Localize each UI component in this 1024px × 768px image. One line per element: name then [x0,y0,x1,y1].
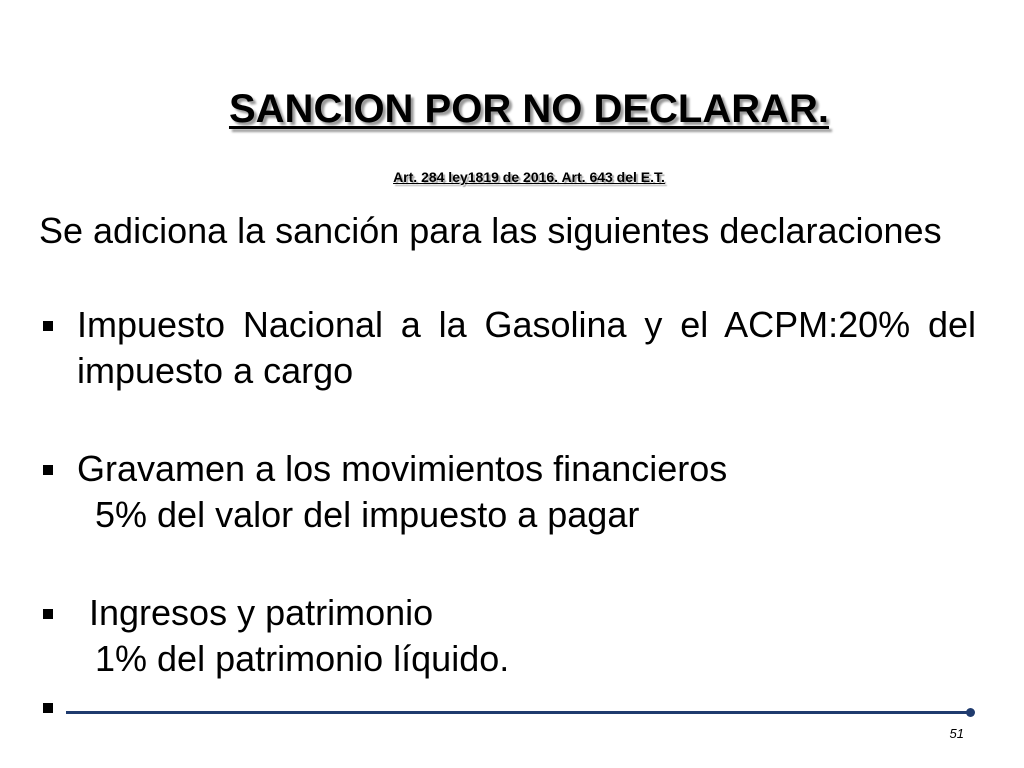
bullet-item [39,302,976,394]
bullet-item [39,590,976,682]
intro-text: Se adiciona la sanción para las siguientes declaraciones [39,210,942,251]
slide-subtitle: Art. 284 ley1819 de 2016. Art. 643 del E.T. [393,169,665,185]
footer-divider-dot [966,708,975,717]
bullet-detail: 1% del patrimonio líquido. [95,638,510,679]
square-bullet-icon [43,609,53,619]
bullet-text: Impuesto Nacional a la Gasolina y el ACPM:20% del impuesto a cargo [77,304,976,391]
bullet-detail: 5% del valor del impuesto a pagar [95,494,640,535]
bullet-item [39,446,976,538]
bullet-text: Gravamen a los movimientos financieros [77,448,728,489]
bullet-text: Ingresos y patrimonio [89,592,434,633]
square-bullet-icon [43,465,53,475]
square-bullet-icon [43,703,53,713]
square-bullet-icon [43,321,53,331]
page-number: 51 [949,726,964,741]
slide-title: SANCION POR NO DECLARAR. [228,87,830,131]
footer-divider [66,711,970,714]
